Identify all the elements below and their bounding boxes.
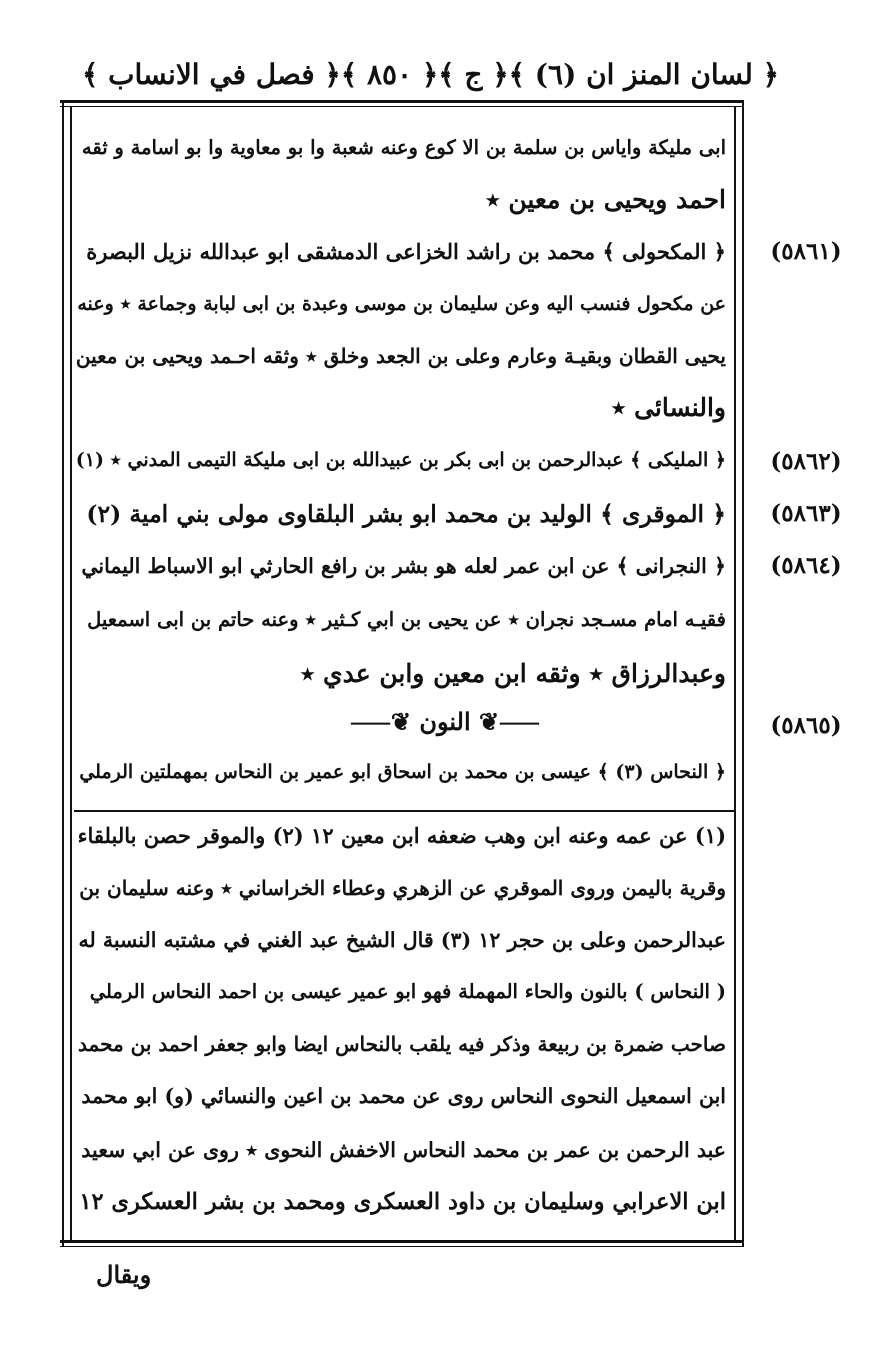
bottom-rule-thick [60, 1240, 744, 1243]
footnote-line: وقرية باليمن وروى الموقري عن الزهري وعطاء الخراساني ٭ وعنه سليمان بن [79, 876, 726, 900]
footnote-line: ابن الاعرابي وسليمان بن داود العسكرى ومحمد بن بشر العسكرى ١٢ [79, 1189, 726, 1215]
text-line-5: يحيى القطان وبقيـة وعارم وعلى بن الجعد وخلق ٭ وثقه احـمد ويحيى بن معين [75, 344, 726, 368]
entry-number: (٥٨٦٤) [770, 552, 842, 579]
text-line-13: ﴿ النحاس (٣) ﴾ عيسى بن محمد بن اسحاق ابو عمير بن النحاس بمهملتين الرملي [79, 761, 726, 783]
bottom-rule-thin [60, 1246, 744, 1247]
text-line-3: ﴿ المكحولى ﴾ محمد بن راشد الخزاعى الدمشقى ابو عبدالله نزيل البصرة [86, 239, 726, 264]
entry-number: (٥٨٦٣) [770, 500, 842, 527]
footnote-line: ابن اسمعيل النحوى النحاس روى عن محمد بن اعين والنسائي (و) ابو محمد [81, 1084, 726, 1108]
text-line-4: عن مكحول فنسب اليه وعن سليمان بن موسى وعبدة بن ابى لبابة وجماعة ٭ وعنه [77, 293, 726, 315]
footnote-line: (١) عن عمه وعنه ابن وهب ضعفه ابن معين ١٢ (٢) والموقر حصن بالبلقاء [77, 823, 726, 848]
top-rule-thick [60, 100, 744, 103]
catchword: ويقال [96, 1260, 152, 1289]
section-heading-text: النون [419, 707, 471, 736]
footnote-line: ( النحاس ) بالنون والحاء المهملة فهو ابو عمير عيسى بن احمد النحاس الرملي [89, 980, 726, 1003]
text-line-1: ابى مليكة واياس بن سلمة بن الا كوع وعنه شعبة وا بو معاوية وا بو اسامة و ثقه [81, 136, 726, 159]
footnote-line: عبد الرحمن بن عمر بن محمد النحاس الاخفش النحوى ٭ روى عن ابي سعيد [81, 1138, 726, 1162]
footnote-divider [74, 810, 734, 812]
ornament-left-icon: ⸺❦ [470, 707, 540, 736]
header-volume: ﴿ ج ﴾ [438, 57, 509, 91]
text-line-7: ﴿ المليكى ﴾ عبدالرحمن بن ابى بكر بن عبيدالله بن ابى مليكة التيمى المدني ٭ (١) [75, 449, 726, 471]
text-line-9: ﴿ النجرانى ﴾ عن ابن عمر لعله هو بشر بن رافع الحارثي ابو الاسباط اليماني [81, 554, 726, 578]
left-border-outer [62, 100, 64, 1247]
section-heading [280, 702, 610, 742]
ornament-right-icon: ❦⸺ [350, 707, 420, 736]
text-line-6: والنسائى ٭ [611, 393, 726, 422]
running-header [82, 52, 780, 96]
text-line-11: وعبدالرزاق ٭ وثقه ابن معين وابن عدي ٭ [300, 659, 726, 688]
entry-number: (٥٨٦١) [770, 238, 842, 265]
entry-number: (٥٨٦٢) [770, 448, 842, 475]
right-border-inner [734, 106, 736, 1242]
text-line-2: احمد ويحيى بن معين ٭ [486, 185, 726, 214]
text-line-8: ﴿ الموقرى ﴾ الوليد بن محمد ابو بشر البلقاوى مولى بني امية (٢) [86, 500, 726, 528]
right-border-outer [742, 100, 744, 1247]
top-rule-thin [60, 106, 744, 107]
header-section: ﴿ فصل في الانساب ﴾ [82, 57, 341, 91]
text-line-10: فقيـه امام مسـجد نجران ٭ عن يحيى بن ابي كـثير ٭ وعنه حاتم بن ابى اسمعيل [87, 608, 726, 631]
left-border-inner [70, 106, 72, 1242]
header-page-number: ﴿ ٨٥٠ ﴾ [340, 57, 439, 91]
entry-number: (٥٨٦٥) [770, 712, 842, 739]
header-title: ﴿ لسان المنز ان (٦) ﴾ [508, 57, 780, 91]
footnote-line: عبدالرحمن وعلى بن حجر ١٢ (٣) قال الشيخ عبد الغني في مشتبه النسبة له [78, 928, 726, 952]
footnote-line: صاحب ضمرة بن ربيعة وذكر فيه يلقب بالنحاس ايضا وابو جعفر احمد بن محمد [78, 1032, 726, 1056]
